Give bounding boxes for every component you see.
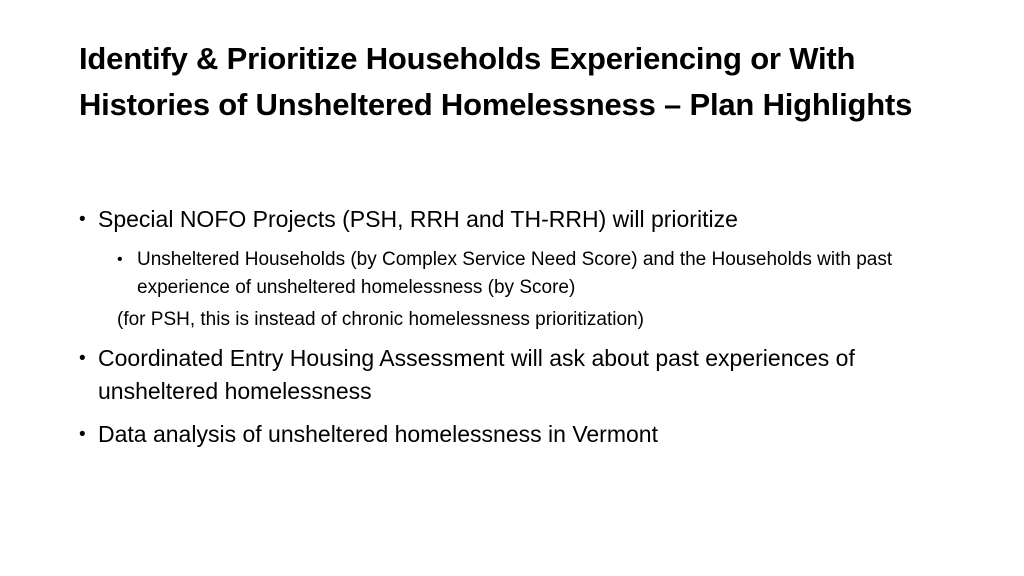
bullet-marker: • (79, 348, 86, 369)
sub-bullet-text: Unsheltered Households (by Complex Service Need Score) and the Households with past experience of unsheltered homelessness (by Score) (137, 249, 893, 298)
bullet-note: (for PSH, this is instead of chronic homelessness prioritization) (117, 309, 644, 330)
bullet-text: Special NOFO Projects (PSH, RRH and TH-RRH) will prioritize (98, 206, 738, 232)
sub-bullet-marker: • (117, 251, 123, 268)
bullet-item-2 (79, 342, 979, 408)
bullet-marker: • (79, 209, 86, 230)
slide-body (79, 203, 979, 461)
sub-bullet-item-1 (79, 246, 979, 302)
bullet-item-3 (79, 418, 979, 451)
slide-title: Identify & Prioritize Households Experiencing or With Histories of Unsheltered Homelessness – Plan Highlights (79, 41, 913, 122)
bullet-text: Coordinated Entry Housing Assessment will ask about past experiences of unsheltered homelessness (98, 345, 855, 404)
bullet-item-1 (79, 203, 979, 236)
bullet-text: Data analysis of unsheltered homelessness in Vermont (98, 421, 658, 447)
bullet-marker: • (79, 424, 86, 445)
